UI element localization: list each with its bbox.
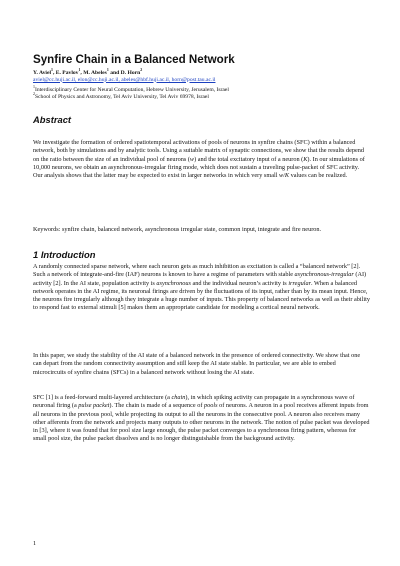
author-emails[interactable]: aviel@cc.huji.ac.il, elon@cc.huji.ac.il, abeles@hbf.huji.ac.il, horn@post.tau.ac.il [33, 76, 216, 83]
page-number: 1 [33, 540, 37, 547]
author-name: E. Pavlov [55, 70, 79, 76]
intro-paragraph-2: In this paper, we study the stability of the AI state of a balanced network in the presence of ordered connectivity. We show that one can depart from the random connectivity assumption and still keep the AI state stable. In particular, we are able to embed microcircuits of synfire chains (SFCs) in a balanced network without losing the AI state. [33, 352, 361, 376]
author-names: Y. Aviel$^1$, E. Pavlov$^1$, M. Abeles$^1$ and D. Horn$^2$ [33, 68, 143, 76]
affiliations [33, 87, 373, 100]
affiliation-1: $^1$Interdisciplinary Center for Neural Computation, Hebrew University, Jerusalem, Israel [33, 85, 229, 93]
author-name: Y. Aviel [33, 70, 52, 76]
abstract-heading: Abstract [33, 114, 72, 125]
abstract-text: We investigate the formation of ordered spatiotemporal activations of pools of neurons in synfire chains (SFC) within a balanced network, both by simulations and by analytic tools. Using a suitable matrix of synaptic connections, we show that the results depend on the ratio between the size of an individual pool of neurons (w) and the total excitatory input of a neuron (K). In our simulations of 10,000 neurons, we obtain an asynchronous-irregular firing mode, which does not sustain a traveling pulse-packet of SFC activity. Our analysis shows that the latter may be expected to exist in larger networks in which very small w/K values can be realized. [33, 139, 365, 180]
intro-paragraph-1: A randomly connected sparse network, where each neuron gets as much inhibition as excitation is called a “balanced network” [2]. Such a network of integrate-and-fire (IAF) neurons is known to have a regime of parameters with stable asynchronous-irregular (AI) activity [2]. In the AI state, population activity is asynchronous and the individual neuron’s activity is irregular. When a balanced network operates in the AI regime, its neuronal firings are driven by the fluctuations of its input, rather than by its mean input. Hence, the neurons fire irregularly although they integrate a huge number of inputs. This property of balanced networks as well as their ability to respond fast to external stimuli [5] makes them an appropriate candidate for modeling a cortical neural network. [33, 263, 370, 312]
keywords: Keywords: synfire chain, balanced network, asynchronous irregular state, common input, integrate and fire neuron. [33, 226, 322, 233]
author-block [33, 70, 373, 83]
author-name: M. Abeles [83, 70, 107, 76]
affiliation-2: $^2$School of Physics and Astronomy, Tel Aviv University, Tel Aviv 69978, Israel [33, 91, 209, 100]
author-name: D. Horn [120, 70, 141, 76]
paper-title: Synfire Chain in a Balanced Network [33, 53, 235, 66]
intro-paragraph-3: SFC [1] is a feed-forward multi-layered architecture (a chain), in which spiking activity can propagate in a synchronous wave of neuronal firing (a pulse packet). The chain is made of a sequence of pools of neurons. A neuron in a pool receives afferent inputs from all neurons in the previous pool, while projecting its output to all the neurons in the consecutive pool. A neuron also receives many other afferents from the network and projects many outputs to other neurons in the network. The notion of pulse packet was developed in [3], where it was found that for pool size large enough, the pulse packet converges to a synchronous firing pattern, whereas for small pool size, the pulse packet dissolves and is no longer distinguishable from the background activity. [33, 394, 370, 443]
introduction-heading: 1 Introduction [33, 249, 96, 260]
